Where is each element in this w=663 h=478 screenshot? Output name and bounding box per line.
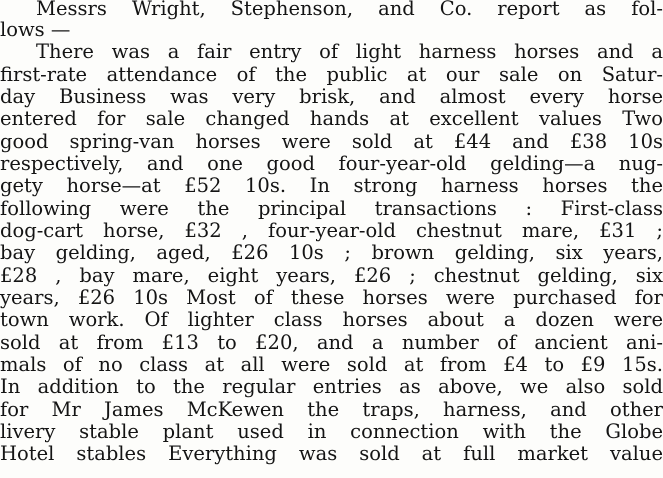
article-line: £28 , bay mare, eight years, £26 ; chestnut gelding, six xyxy=(0,264,663,287)
article-line: There was a fair entry of light harness horses and a xyxy=(36,40,663,63)
article-line: livery stable plant used in connection with the Globe xyxy=(0,420,663,443)
article-line: first-rate attendance of the public at our sale on Satur- xyxy=(0,63,663,86)
article-line: for Mr James McKewen the traps, harness, and other xyxy=(0,398,663,421)
article-line: bay gelding, aged, £26 10s ; brown gelding, six years, xyxy=(0,241,663,264)
article-line: In addition to the regular entries as above, we also sold xyxy=(0,375,663,398)
article-line: dog-cart horse, £32 , four-year-old chestnut mare, £31 ; xyxy=(0,219,663,242)
article-line: following were the principal transactions : First-class xyxy=(0,197,663,220)
article-line: lows — xyxy=(0,18,71,41)
article-line: day Business was very brisk, and almost every horse xyxy=(0,85,663,108)
article-line: years, £26 10s Most of these horses were purchased for xyxy=(0,286,663,309)
article-line: Messrs Wright, Stephenson, and Co. report as fol- xyxy=(36,0,663,20)
article-line: town work. Of lighter class horses about a dozen were xyxy=(0,308,663,331)
article-line: good spring-van horses were sold at £44 and £38 10s xyxy=(0,130,663,153)
article-line: entered for sale changed hands at excellent values Two xyxy=(0,107,663,130)
article-line: gety horse—at £52 10s. In strong harness horses the xyxy=(0,174,663,197)
article-line: sold at from £13 to £20, and a number of ancient ani- xyxy=(0,331,663,354)
article-line: Hotel stables Everything was sold at full market value xyxy=(0,442,663,465)
article-line: respectively, and one good four-year-old gelding—a nug- xyxy=(0,152,663,175)
article-line: mals of no class at all were sold at from £4 to £9 15s. xyxy=(0,353,663,376)
